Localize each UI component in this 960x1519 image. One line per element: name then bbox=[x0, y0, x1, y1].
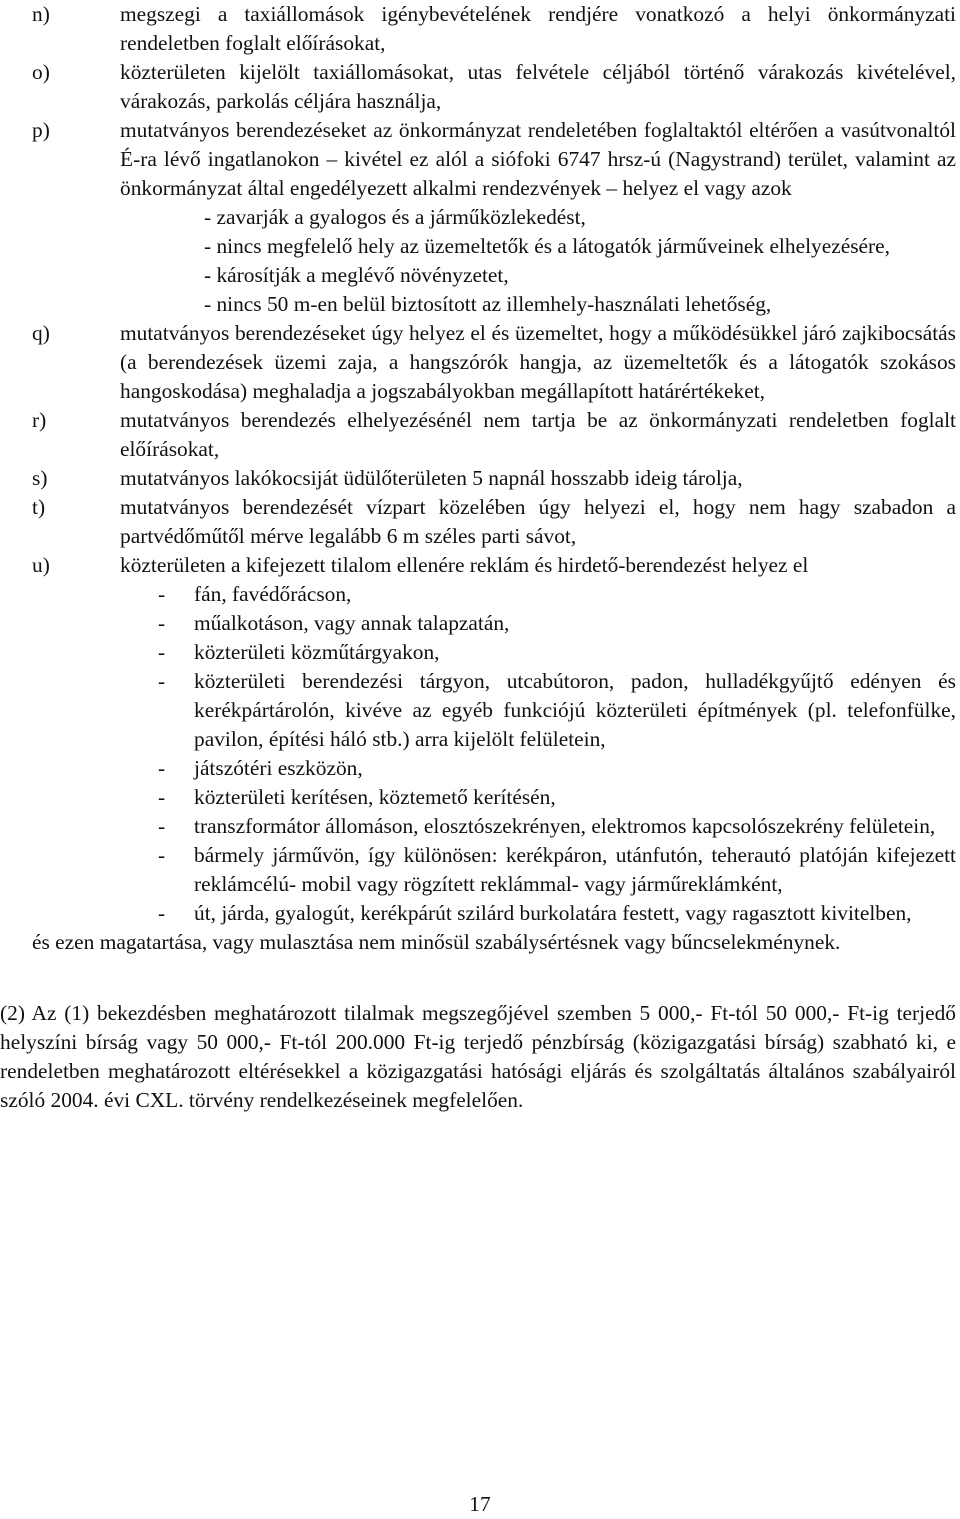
dash-item bbox=[158, 609, 956, 638]
dash-text: műalkotáson, vagy annak talapzatán, bbox=[194, 611, 510, 635]
dash-item bbox=[158, 638, 956, 667]
dash-item bbox=[158, 580, 956, 609]
dash-text: közterületi kerítésen, köztemető kerítésén, bbox=[194, 785, 556, 809]
dash-text: közterületi berendezési tárgyon, utcabútoron, padon, hulladékgyűjtő edényen és kerékpártárolón, kivéve az egyéb funkciójú közterületi építmények (pl. telefonfülke, pavilon, építési háló stb.) arra kijelölt felületein, bbox=[194, 669, 956, 751]
dash-text: fán, favédőrácson, bbox=[194, 582, 352, 606]
dash-text: közterületi közműtárgyakon, bbox=[194, 640, 440, 664]
item-marker: n) bbox=[32, 2, 50, 26]
dash-marker: - bbox=[158, 640, 166, 664]
dash-marker: - bbox=[158, 669, 166, 693]
dash-item bbox=[158, 783, 956, 812]
item-marker: p) bbox=[32, 118, 50, 142]
page-number: 17 bbox=[469, 1492, 491, 1516]
dash-item bbox=[158, 812, 956, 841]
dash-marker: - bbox=[158, 756, 166, 780]
item-text: mutatványos berendezéseket úgy helyez el és üzemeltet, hogy a működésükkel járó zajkibocsátás (a berendezések üzemi zaja, a hangszórók hangja, az üzemeltetők és a látogatók szokásos hangoskodása) meghaladja a jogszabályokban megállapított határértékeket, bbox=[120, 321, 956, 403]
paragraph-2: (2) Az (1) bekezdésben meghatározott tilalmak megszegőjével szemben 5 000,- Ft-tól 50 000,- Ft-ig terjedő helyszíni bírság vagy 50 000,- Ft-tól 200.000 Ft-ig terjedő pénzbírság (közigazgatási bírság) szabható ki, e rendeletben meghatározott eltérésekkel a közigazgatási hatósági eljárás és szolgáltatás általános szabályairól szóló 2004. évi CXL. törvény rendelkezéseinek megfelelően. bbox=[0, 1001, 956, 1112]
dash-marker: - bbox=[158, 582, 166, 606]
item-text: megszegi a taxiállomások igénybevételének rendjére vonatkozó a helyi önkormányzati rendeletben foglalt előírásokat, bbox=[120, 2, 956, 55]
list-item-p bbox=[32, 116, 956, 203]
list-item-u bbox=[32, 551, 956, 580]
item-text: közterületen kijelölt taxiállomásokat, utas felvétele céljából történő várakozás kivételével, várakozás, parkolás céljára használja, bbox=[120, 60, 956, 113]
item-text: mutatványos berendezés elhelyezésénél nem tartja be az önkormányzati rendeletben foglalt előírásokat, bbox=[120, 408, 956, 461]
dash-marker: - bbox=[158, 843, 166, 867]
sub-item: - nincs 50 m-en belül biztosított az illemhely-használati lehetőség, bbox=[204, 292, 772, 316]
list-item-q bbox=[32, 319, 956, 406]
item-text: közterületen a kifejezett tilalom ellenére reklám és hirdető-berendezést helyez el bbox=[120, 553, 809, 577]
sub-item: - károsítják a meglévő növényzetet, bbox=[204, 263, 509, 287]
dash-text: bármely járművön, így különösen: kerékpáron, utánfutón, teherautó platóján kifejezett reklámcélú- mobil vagy rögzített reklámmal- vagy járműreklámként, bbox=[194, 843, 956, 896]
closing-sentence: és ezen magatartása, vagy mulasztása nem minősül szabálysértésnek vagy bűncselekménynek. bbox=[32, 930, 841, 954]
item-marker: q) bbox=[32, 321, 50, 345]
sublist-p bbox=[204, 203, 956, 319]
list-item-o bbox=[32, 58, 956, 116]
dash-marker: - bbox=[158, 901, 166, 925]
dash-item bbox=[158, 667, 956, 754]
dash-marker: - bbox=[158, 814, 166, 838]
dash-marker: - bbox=[158, 611, 166, 635]
dash-text: játszótéri eszközön, bbox=[194, 756, 363, 780]
list-item-n bbox=[32, 0, 956, 58]
sub-item: - nincs megfelelő hely az üzemeltetők és a látogatók járműveinek elhelyezésére, bbox=[204, 234, 890, 258]
list-item-s bbox=[32, 464, 956, 493]
list-item-r bbox=[32, 406, 956, 464]
dash-item bbox=[158, 841, 956, 899]
item-marker: t) bbox=[32, 495, 46, 519]
item-text: mutatványos berendezéseket az önkormányzat rendeletében foglaltaktól eltérően a vasútvonaltól É-ra lévő ingatlanokon – kivétel ez alól a siófoki 6747 hrsz-ú (Nagystrand) terület, valamint az önkormányzat által engedélyezett alkalmi rendezvények – helyez el vagy azok bbox=[120, 118, 956, 200]
item-text: mutatványos berendezését vízpart közelében úgy helyezi el, hogy nem hagy szabadon a partvédőműtől mérve legalább 6 m széles parti sávot, bbox=[120, 495, 956, 548]
item-marker: u) bbox=[32, 553, 50, 577]
dash-marker: - bbox=[158, 785, 166, 809]
dash-item bbox=[158, 754, 956, 783]
item-marker: r) bbox=[32, 408, 47, 432]
item-marker: s) bbox=[32, 466, 48, 490]
sub-item: - zavarják a gyalogos és a járműközlekedést, bbox=[204, 205, 586, 229]
dash-text: transzformátor állomáson, elosztószekrényen, elektromos kapcsolószekrény felületein, bbox=[194, 814, 936, 838]
item-marker: o) bbox=[32, 60, 50, 84]
dash-list-u bbox=[158, 580, 956, 928]
dash-item bbox=[158, 899, 956, 928]
dash-text: út, járda, gyalogút, kerékpárút szilárd burkolatára festett, vagy ragasztott kivitelben, bbox=[194, 901, 912, 925]
item-text: mutatványos lakókocsiját üdülőterületen 5 napnál hosszabb ideig tárolja, bbox=[120, 466, 743, 490]
list-item-t bbox=[32, 493, 956, 551]
